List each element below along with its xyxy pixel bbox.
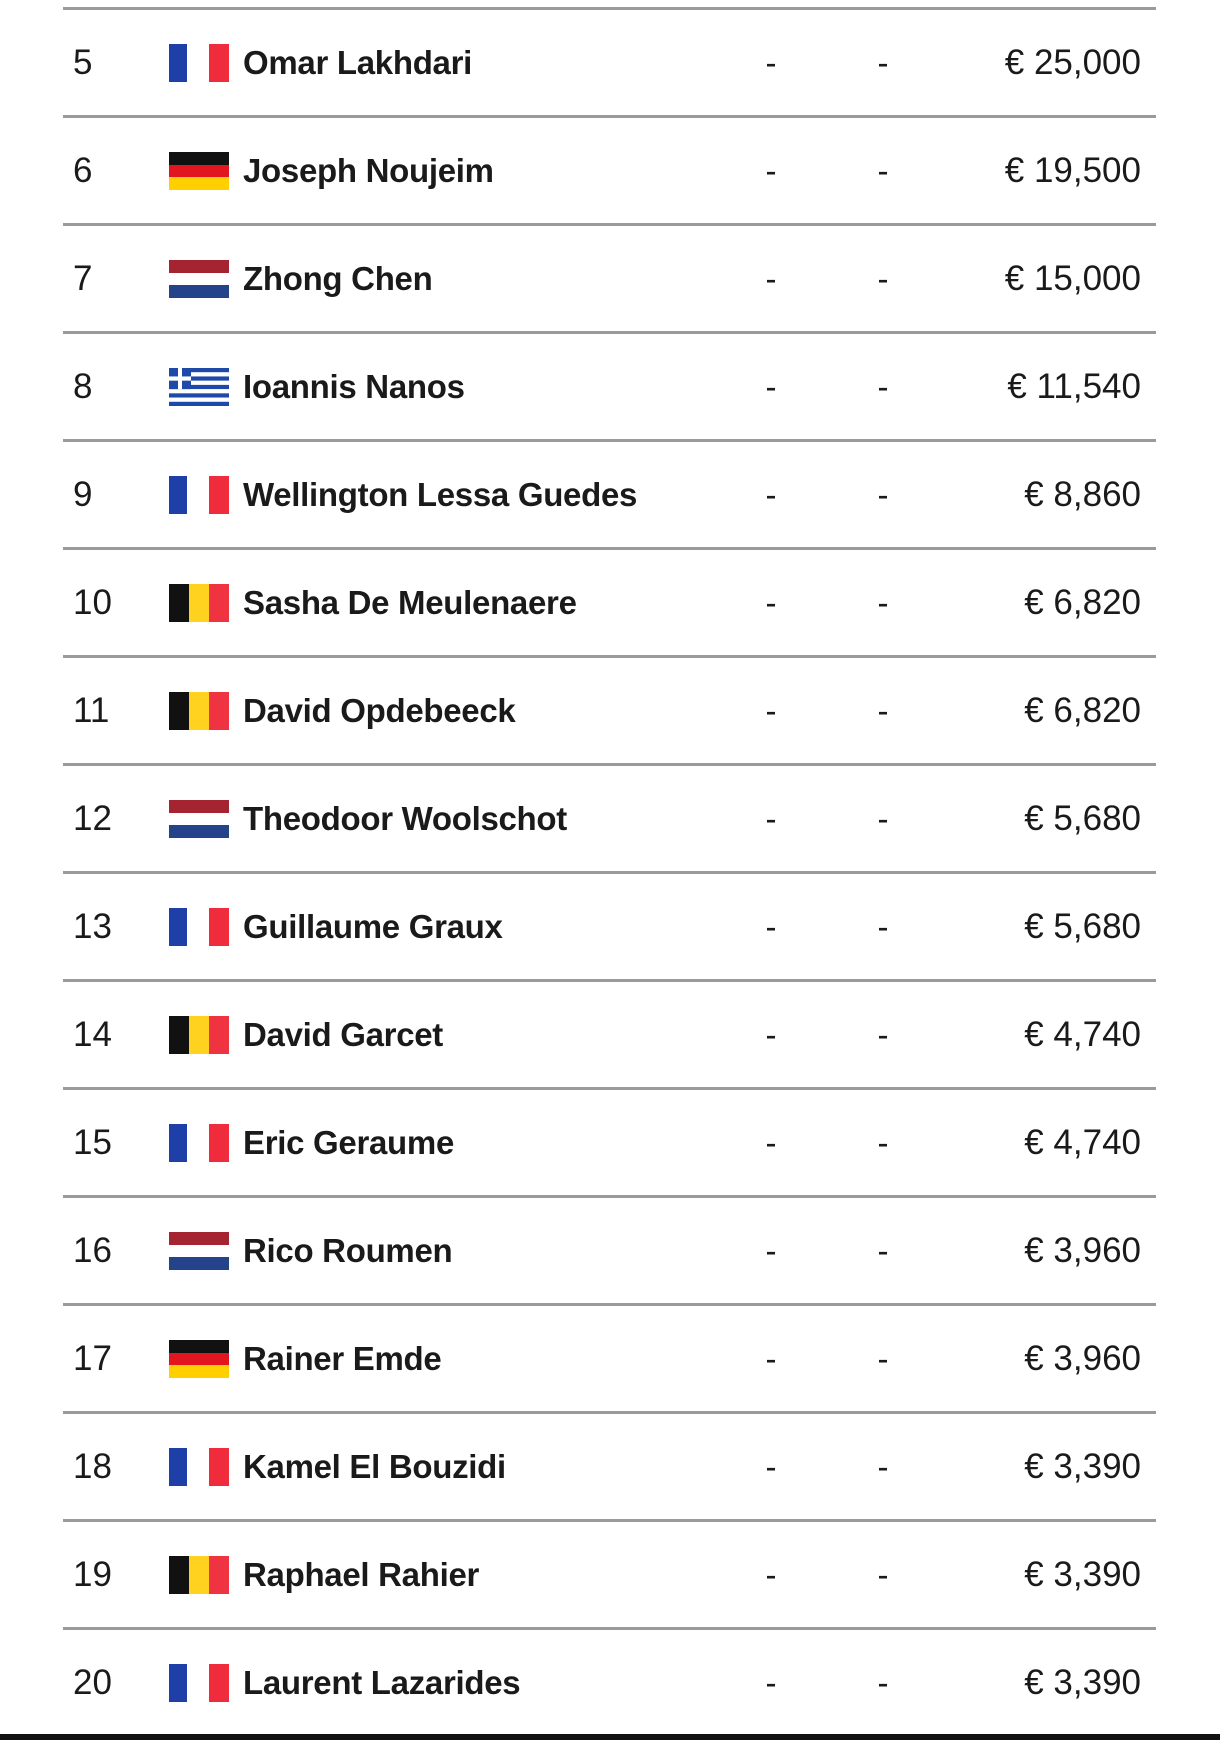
table-row[interactable] [63,334,1156,442]
player-name[interactable]: David Opdebeeck [243,691,516,729]
table-row[interactable] [63,226,1156,334]
column-b-cell: - [877,908,889,945]
prize-cell: € 3,390 [1024,1555,1141,1594]
column-a-cell: - [765,44,777,81]
rank-cell: 14 [73,1015,112,1054]
column-b-cell: - [877,152,889,189]
rank-cell: 20 [73,1663,112,1702]
column-b-cell: - [877,44,889,81]
prize-cell: € 6,820 [1024,691,1141,730]
rank-cell: 12 [73,799,112,838]
player-name[interactable]: Guillaume Graux [243,907,503,945]
column-a-cell: - [765,584,777,621]
netherlands-flag-icon [169,1232,229,1270]
belgium-flag-icon [169,1016,229,1054]
rank-cell: 17 [73,1339,112,1378]
belgium-flag-icon [169,692,229,730]
belgium-flag-icon [169,584,229,622]
table-row[interactable] [63,1090,1156,1198]
column-a-cell: - [765,692,777,729]
greece-flag-icon [169,368,229,406]
prize-cell: € 3,960 [1024,1231,1141,1270]
rank-cell: 8 [73,367,93,406]
column-b-cell: - [877,1232,889,1269]
rank-cell: 10 [73,583,112,622]
rank-cell: 15 [73,1123,112,1162]
column-a-cell: - [765,1016,777,1053]
column-a-cell: - [765,1664,777,1701]
prize-cell: € 5,680 [1024,907,1141,946]
rank-cell: 18 [73,1447,112,1486]
player-name[interactable]: Joseph Noujeim [243,151,494,189]
belgium-flag-icon [169,1556,229,1594]
table-row[interactable] [63,1198,1156,1306]
table-row[interactable] [63,442,1156,550]
player-name[interactable]: Rico Roumen [243,1231,453,1269]
netherlands-flag-icon [169,800,229,838]
results-table [63,10,1156,1738]
player-name[interactable]: Laurent Lazarides [243,1663,521,1701]
prize-cell: € 25,000 [1004,43,1141,82]
column-b-cell: - [877,476,889,513]
column-b-cell: - [877,260,889,297]
column-a-cell: - [765,1340,777,1377]
player-name[interactable]: Raphael Rahier [243,1555,480,1593]
player-name[interactable]: David Garcet [243,1015,443,1053]
player-name[interactable]: Rainer Emde [243,1339,442,1377]
column-b-cell: - [877,692,889,729]
column-a-cell: - [765,908,777,945]
rank-cell: 19 [73,1555,112,1594]
germany-flag-icon [169,1340,229,1378]
prize-cell: € 3,960 [1024,1339,1141,1378]
table-row[interactable] [63,1306,1156,1414]
bottom-edge-bar [0,1734,1220,1740]
player-name[interactable]: Sasha De Meulenaere [243,583,577,621]
france-flag-icon [169,44,229,82]
prize-cell: € 19,500 [1004,151,1141,190]
table-row[interactable] [63,550,1156,658]
column-a-cell: - [765,1556,777,1593]
player-name[interactable]: Ioannis Nanos [243,367,465,405]
table-row[interactable] [63,1414,1156,1522]
rank-cell: 11 [73,691,110,730]
prize-cell: € 4,740 [1024,1123,1141,1162]
prize-cell: € 3,390 [1024,1447,1141,1486]
column-b-cell: - [877,1016,889,1053]
column-a-cell: - [765,800,777,837]
france-flag-icon [169,1124,229,1162]
column-b-cell: - [877,1124,889,1161]
table-row[interactable] [63,10,1156,118]
player-name[interactable]: Zhong Chen [243,259,433,297]
prize-cell: € 4,740 [1024,1015,1141,1054]
table-row[interactable] [63,1630,1156,1738]
germany-flag-icon [169,152,229,190]
column-a-cell: - [765,1448,777,1485]
column-b-cell: - [877,584,889,621]
column-b-cell: - [877,1340,889,1377]
rank-cell: 16 [73,1231,112,1270]
france-flag-icon [169,476,229,514]
table-row[interactable] [63,118,1156,226]
rank-cell: 13 [73,907,112,946]
column-a-cell: - [765,1232,777,1269]
column-a-cell: - [765,476,777,513]
netherlands-flag-icon [169,260,229,298]
rank-cell: 5 [73,43,93,82]
prize-cell: € 11,540 [1007,367,1141,406]
table-row[interactable] [63,658,1156,766]
player-name[interactable]: Kamel El Bouzidi [243,1447,506,1485]
column-a-cell: - [765,1124,777,1161]
prize-cell: € 5,680 [1024,799,1141,838]
prize-cell: € 15,000 [1004,259,1141,298]
player-name[interactable]: Eric Geraume [243,1123,455,1161]
column-b-cell: - [877,1664,889,1701]
table-row[interactable] [63,874,1156,982]
rank-cell: 7 [73,259,93,298]
column-b-cell: - [877,1556,889,1593]
rank-cell: 6 [73,151,93,190]
table-row[interactable] [63,982,1156,1090]
player-name[interactable]: Wellington Lessa Guedes [243,475,638,513]
player-name[interactable]: Omar Lakhdari [243,43,473,81]
column-a-cell: - [765,260,777,297]
column-b-cell: - [877,368,889,405]
france-flag-icon [169,908,229,946]
column-a-cell: - [765,152,777,189]
column-b-cell: - [877,800,889,837]
france-flag-icon [169,1664,229,1702]
rank-cell: 9 [73,475,93,514]
prize-cell: € 8,860 [1024,475,1141,514]
table-row[interactable] [63,766,1156,874]
table-row[interactable] [63,1522,1156,1630]
france-flag-icon [169,1448,229,1486]
player-name[interactable]: Theodoor Woolschot [243,799,567,837]
prize-cell: € 3,390 [1024,1663,1141,1702]
column-b-cell: - [877,1448,889,1485]
column-a-cell: - [765,368,777,405]
prize-cell: € 6,820 [1024,583,1141,622]
